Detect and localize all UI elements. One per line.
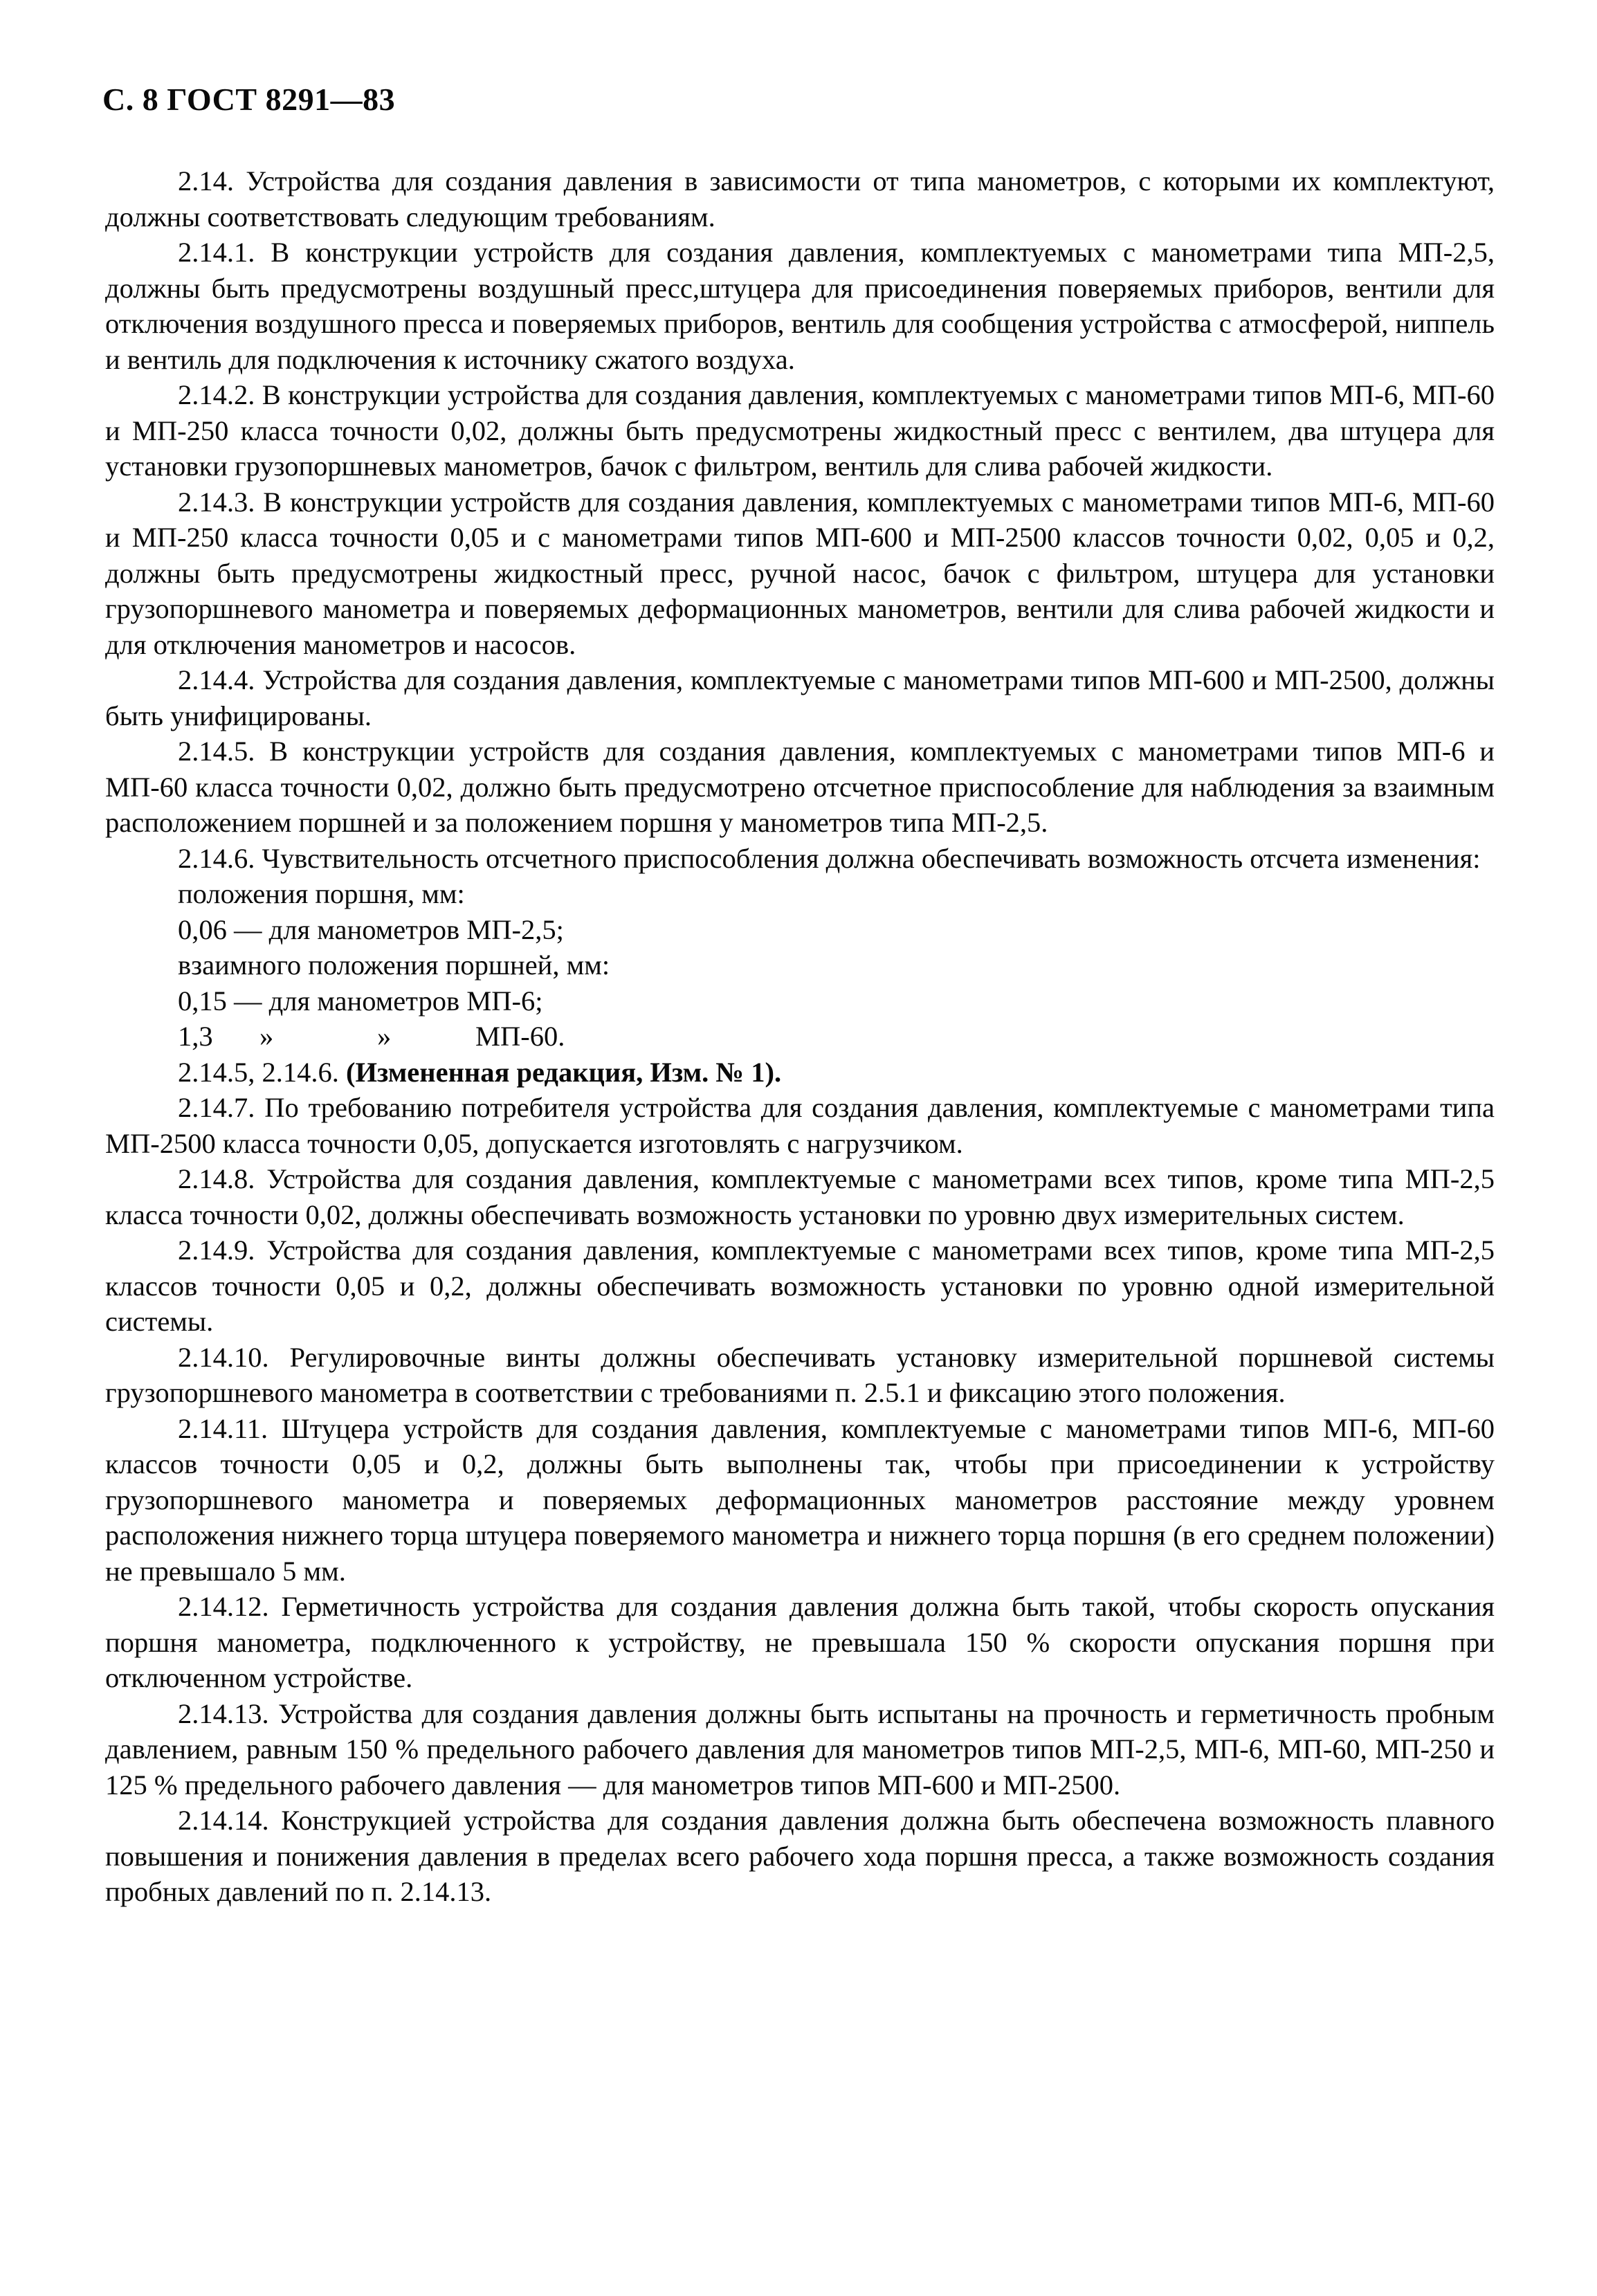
paragraph-2-14: 2.14. Устройства для создания давления в зависимости от типа манометров, с которыми их комплектуют, должны соответствовать следующим требованиям. xyxy=(105,165,1495,233)
ditto-mark: » xyxy=(377,1021,392,1052)
paragraph-2-14-12: 2.14.12. Герметичность устройства для создания давления должна быть такой, чтобы скорость опускания поршня манометра, подключенного к устройству, не превышала 150 % скорости опускания поршня при отключенном устройстве. xyxy=(105,1591,1495,1693)
paragraph-2-14-7: 2.14.7. По требованию потребителя устройства для создания давления, комплектуемые с манометрами типа МП-2500 класса точности 0,05, допускается изготовлять с нагрузчиком. xyxy=(105,1092,1495,1159)
page-header: С. 8 ГОСТ 8291—83 xyxy=(102,82,396,117)
paragraph-2-14-9: 2.14.9. Устройства для создания давления, комплектуемые с манометрами всех типов, кроме типа МП-2,5 классов точности 0,05 и 0,2, должны обеспечивать возможность установки по уровню одной измерительной системы. xyxy=(105,1234,1495,1337)
paragraph-2-14-13: 2.14.13. Устройства для создания давления должны быть испытаны на прочность и герметичность пробным давлением, равным 150 % предельного рабочего давления для манометров типов МП-2,5, МП-6, МП-60, МП-250 и 125 % предельного рабочего давления — для манометров типов МП-600 и МП-2500. xyxy=(105,1697,1495,1801)
list-line-mp-60 xyxy=(105,1019,1495,1055)
list-value: 1,3 xyxy=(178,1021,213,1052)
paragraph-2-14-14: 2.14.14. Конструкцией устройства для создания давления должна быть обеспечена возможность плавного повышения и понижения давления в пределах всего рабочего хода поршня пресса, а также возможность создания пробных давлений по п. 2.14.13. xyxy=(105,1805,1495,1907)
paragraph-2-14-6: 2.14.6. Чувствительность отсчетного приспособления должна обеспечивать возможность отсчета изменения: xyxy=(178,842,1481,874)
list-line-mutual-position: взаимного положения поршней, мм: xyxy=(178,949,610,981)
ditto-mark: » xyxy=(259,1021,274,1052)
list-line-mp-2-5: 0,06 — для манометров МП-2,5; xyxy=(178,913,564,945)
paragraph-2-14-2: 2.14.2. В конструкции устройства для создания давления, комплектуемых с манометрами типов МП-6, МП-60 и МП-250 класса точности 0,02, должны быть предусмотрены жидкостный пресс с вентилем, два штуцера для установки грузопоршневых манометров, бачок с фильтром, вентиль для слива рабочей жидкости. xyxy=(105,379,1495,482)
document-body xyxy=(105,163,1495,1910)
paragraph-2-14-8: 2.14.8. Устройства для создания давления, комплектуемые с манометрами всех типов, кроме типа МП-2,5 класса точности 0,02, должны обеспечивать возможность установки по уровню двух измерительных систем. xyxy=(105,1163,1495,1230)
list-type: МП-60. xyxy=(475,1021,565,1052)
paragraph-2-14-11: 2.14.11. Штуцера устройств для создания давления, комплектуемые с манометрами типов МП-6, МП-60 классов точности 0,05 и 0,2, должны быть выполнены так, чтобы при присоединении к устройству грузопоршневого манометра и поверяемых деформационных манометров расстояние между уровнем расположения нижнего торца штуцера поверяемого манометра и нижнего торца поршня (в его среднем положении) не превышало 5 мм. xyxy=(105,1412,1495,1587)
paragraph-2-14-4: 2.14.4. Устройства для создания давления, комплектуемые с манометрами типов МП-600 и МП-2500, должны быть унифицированы. xyxy=(105,664,1495,731)
amendment-refs: 2.14.5, 2.14.6. xyxy=(178,1056,346,1088)
list-line-mp-6: 0,15 — для манометров МП-6; xyxy=(178,985,543,1017)
paragraph-2-14-10: 2.14.10. Регулировочные винты должны обеспечивать установку измерительной поршневой системы грузопоршневого манометра в соответствии с требованиями п. 2.5.1 и фиксацию этого положения. xyxy=(105,1341,1495,1408)
amendment-note xyxy=(105,1055,1495,1091)
amendment-label: (Измененная редакция, Изм. № 1). xyxy=(346,1056,782,1088)
paragraph-2-14-3: 2.14.3. В конструкции устройств для создания давления, комплектуемых с манометрами типов МП-6, МП-60 и МП-250 класса точности 0,05 и с манометрами типов МП-600 и МП-2500 классов точности 0,02, 0,05 и 0,2, должны быть предусмотрены жидкостный пресс, ручной насос, бачок с фильтром, штуцера для установки грузопоршневого манометра и поверяемых деформационных манометров, вентили для слива рабочей жидкости и для отключения манометров и насосов. xyxy=(105,486,1495,660)
paragraph-2-14-5: 2.14.5. В конструкции устройств для создания давления, комплектуемых с манометрами типов МП-6 и МП-60 класса точности 0,02, должно быть предусмотрено отсчетное приспособление для наблюдения за взаимным расположением поршней и за положением поршня у манометров типа МП-2,5. xyxy=(105,736,1495,838)
paragraph-2-14-1: 2.14.1. В конструкции устройств для создания давления, комплектуемых с манометрами типа МП-2,5, должны быть предусмотрены воздушный пресс,штуцера для присоединения поверяемых приборов, вентили для отключения воздушного пресса и поверяемых приборов, вентиль для сообщения устройства с атмосферой, ниппель и вентиль для подключения к источнику сжатого воздуха. xyxy=(105,237,1495,375)
sensitivity-list xyxy=(105,876,1495,1055)
list-line-piston-position: положения поршня, мм: xyxy=(178,878,465,909)
